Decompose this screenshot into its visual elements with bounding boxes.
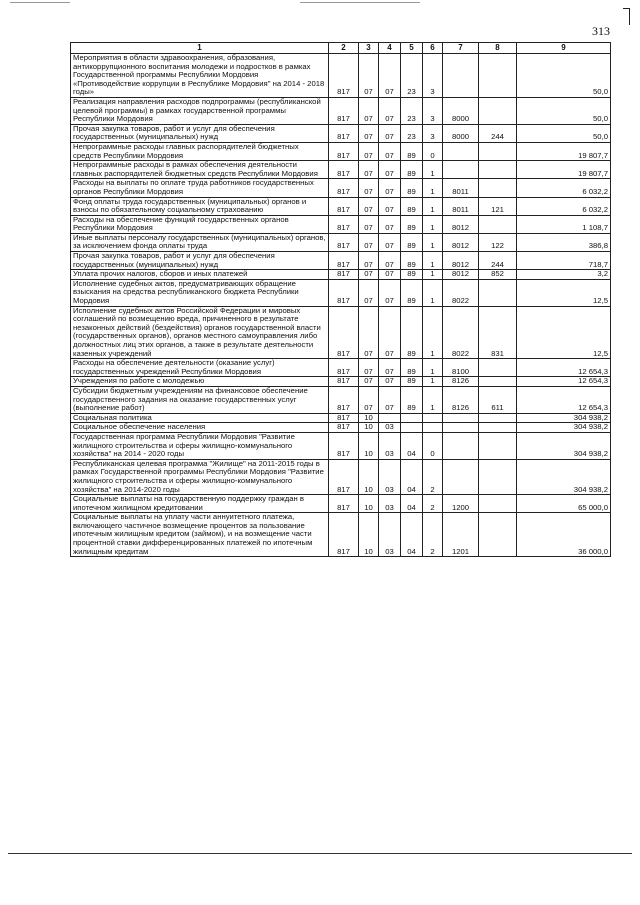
column-header: 2 — [329, 43, 359, 54]
expense-type-cell — [479, 161, 517, 179]
direction-code-cell: 8000 — [443, 97, 479, 124]
subprogram-code-cell — [423, 413, 443, 423]
row-name-cell: Социальные выплаты на уплату части аннуитетного платежа, включающего частичное возмещение процентов за пользование ипотечным жилищным кредитом (займом), и на возмещение части процентной ставки дифференцированных платежей по ипотечным жилищным кредитам — [71, 513, 329, 557]
row-name-cell: Расходы на обеспечение функций государственных органов Республики Мордовия — [71, 215, 329, 233]
expense-type-cell — [479, 359, 517, 377]
program-code-cell: 89 — [401, 161, 423, 179]
admin-code-cell: 817 — [329, 124, 359, 142]
program-code-cell: 04 — [401, 495, 423, 513]
section-code-cell: 07 — [359, 270, 379, 280]
subsection-code-cell: 07 — [379, 124, 401, 142]
admin-code-cell: 817 — [329, 359, 359, 377]
subprogram-code-cell: 1 — [423, 215, 443, 233]
admin-code-cell: 817 — [329, 306, 359, 359]
admin-code-cell: 817 — [329, 142, 359, 160]
subprogram-code-cell: 0 — [423, 432, 443, 459]
amount-cell: 6 032,2 — [517, 197, 611, 215]
section-code-cell: 07 — [359, 179, 379, 197]
amount-cell: 304 938,2 — [517, 413, 611, 423]
admin-code-cell: 817 — [329, 386, 359, 413]
direction-code-cell: 8012 — [443, 252, 479, 270]
expense-type-cell — [479, 215, 517, 233]
section-code-cell: 07 — [359, 386, 379, 413]
expense-type-cell — [479, 142, 517, 160]
subsection-code-cell: 07 — [379, 54, 401, 98]
subsection-code-cell: 03 — [379, 423, 401, 433]
subprogram-code-cell: 1 — [423, 306, 443, 359]
subsection-code-cell: 07 — [379, 97, 401, 124]
subsection-code-cell: 07 — [379, 252, 401, 270]
section-code-cell: 10 — [359, 423, 379, 433]
column-header: 5 — [401, 43, 423, 54]
amount-cell: 304 938,2 — [517, 459, 611, 494]
admin-code-cell: 817 — [329, 54, 359, 98]
admin-code-cell: 817 — [329, 270, 359, 280]
subsection-code-cell: 07 — [379, 359, 401, 377]
column-header: 7 — [443, 43, 479, 54]
row-name-cell: Мероприятия в области здравоохранения, образования, антикоррупционного воспитания молодежи и подростков в рамках Государственной программы Республики Мордовия «Противодействие коррупции в Республике Мордовия" на 2014 - 2018 годы» — [71, 54, 329, 98]
section-code-cell: 07 — [359, 233, 379, 251]
amount-cell: 12 654,3 — [517, 359, 611, 377]
row-name-cell: Непрограммные расходы главных распорядителей бюджетных средств Республики Мордовия — [71, 142, 329, 160]
section-code-cell: 07 — [359, 97, 379, 124]
section-code-cell: 07 — [359, 359, 379, 377]
admin-code-cell: 817 — [329, 513, 359, 557]
expense-type-cell: 611 — [479, 386, 517, 413]
section-code-cell: 07 — [359, 377, 379, 387]
table-row — [71, 197, 611, 215]
amount-cell: 1 108,7 — [517, 215, 611, 233]
table-row — [71, 432, 611, 459]
admin-code-cell: 817 — [329, 179, 359, 197]
direction-code-cell — [443, 432, 479, 459]
subprogram-code-cell: 1 — [423, 270, 443, 280]
subprogram-code-cell: 2 — [423, 459, 443, 494]
expense-type-cell — [479, 495, 517, 513]
row-name-cell: Учреждения по работе с молодежью — [71, 377, 329, 387]
row-name-cell: Иные выплаты персоналу государственных (муниципальных) органов, за исключением фонда оплаты труда — [71, 233, 329, 251]
row-name-cell: Прочая закупка товаров, работ и услуг для обеспечения государственных (муниципальных) нужд — [71, 124, 329, 142]
section-code-cell: 07 — [359, 252, 379, 270]
subsection-code-cell: 03 — [379, 495, 401, 513]
subsection-code-cell: 07 — [379, 279, 401, 306]
subsection-code-cell: 07 — [379, 270, 401, 280]
column-header: 1 — [71, 43, 329, 54]
admin-code-cell: 817 — [329, 377, 359, 387]
column-header: 8 — [479, 43, 517, 54]
admin-code-cell: 817 — [329, 161, 359, 179]
program-code-cell: 89 — [401, 377, 423, 387]
subprogram-code-cell — [423, 423, 443, 433]
table-row — [71, 513, 611, 557]
table-row — [71, 459, 611, 494]
subsection-code-cell: 07 — [379, 197, 401, 215]
direction-code-cell: 1201 — [443, 513, 479, 557]
section-code-cell: 10 — [359, 459, 379, 494]
program-code-cell: 89 — [401, 252, 423, 270]
amount-cell: 718,7 — [517, 252, 611, 270]
row-name-cell: Социальное обеспечение населения — [71, 423, 329, 433]
subsection-code-cell: 07 — [379, 161, 401, 179]
subsection-code-cell: 07 — [379, 215, 401, 233]
subprogram-code-cell: 1 — [423, 386, 443, 413]
direction-code-cell — [443, 54, 479, 98]
expense-type-cell — [479, 423, 517, 433]
row-name-cell: Уплата прочих налогов, сборов и иных платежей — [71, 270, 329, 280]
direction-code-cell: 1200 — [443, 495, 479, 513]
admin-code-cell: 817 — [329, 432, 359, 459]
amount-cell: 304 938,2 — [517, 423, 611, 433]
program-code-cell: 89 — [401, 197, 423, 215]
table-row — [71, 495, 611, 513]
bottom-rule — [8, 853, 632, 854]
page-number: 313 — [592, 24, 610, 38]
subsection-code-cell: 03 — [379, 513, 401, 557]
amount-cell: 386,8 — [517, 233, 611, 251]
program-code-cell: 89 — [401, 179, 423, 197]
amount-cell: 12,5 — [517, 279, 611, 306]
subprogram-code-cell: 1 — [423, 161, 443, 179]
direction-code-cell: 8126 — [443, 377, 479, 387]
subsection-code-cell: 07 — [379, 306, 401, 359]
amount-cell: 50,0 — [517, 54, 611, 98]
section-code-cell: 07 — [359, 142, 379, 160]
budget-table — [70, 42, 611, 557]
admin-code-cell: 817 — [329, 423, 359, 433]
direction-code-cell: 8012 — [443, 270, 479, 280]
section-code-cell: 07 — [359, 197, 379, 215]
section-code-cell: 07 — [359, 215, 379, 233]
column-header: 3 — [359, 43, 379, 54]
amount-cell: 65 000,0 — [517, 495, 611, 513]
direction-code-cell: 8011 — [443, 197, 479, 215]
column-header: 4 — [379, 43, 401, 54]
subprogram-code-cell: 1 — [423, 279, 443, 306]
direction-code-cell — [443, 423, 479, 433]
section-code-cell: 07 — [359, 279, 379, 306]
direction-code-cell: 8022 — [443, 306, 479, 359]
amount-cell: 6 032,2 — [517, 179, 611, 197]
subprogram-code-cell: 1 — [423, 233, 443, 251]
row-name-cell: Государственная программа Республики Мордовия "Развитие жилищного строительства и сферы жилищно-коммунального хозяйства" на 2014 - 2020 годы — [71, 432, 329, 459]
subprogram-code-cell: 1 — [423, 359, 443, 377]
subprogram-code-cell: 1 — [423, 252, 443, 270]
table-row — [71, 179, 611, 197]
row-name-cell: Расходы на обеспечение деятельности (оказание услуг) государственных учреждений Республики Мордовия — [71, 359, 329, 377]
scan-artifact — [300, 2, 420, 3]
program-code-cell: 04 — [401, 432, 423, 459]
admin-code-cell: 817 — [329, 413, 359, 423]
amount-cell: 50,0 — [517, 97, 611, 124]
row-name-cell: Социальные выплаты на государственную поддержку граждан в ипотечном жилищном кредитовании — [71, 495, 329, 513]
amount-cell: 3,2 — [517, 270, 611, 280]
subsection-code-cell: 07 — [379, 377, 401, 387]
section-code-cell: 10 — [359, 513, 379, 557]
direction-code-cell — [443, 459, 479, 494]
subsection-code-cell: 03 — [379, 459, 401, 494]
expense-type-cell — [479, 97, 517, 124]
admin-code-cell: 817 — [329, 233, 359, 251]
amount-cell: 12 654,3 — [517, 386, 611, 413]
table-row — [71, 142, 611, 160]
direction-code-cell: 8126 — [443, 386, 479, 413]
section-code-cell: 07 — [359, 124, 379, 142]
admin-code-cell: 817 — [329, 97, 359, 124]
direction-code-cell: 8012 — [443, 215, 479, 233]
program-code-cell: 89 — [401, 306, 423, 359]
program-code-cell: 89 — [401, 279, 423, 306]
expense-type-cell — [479, 513, 517, 557]
table-row — [71, 161, 611, 179]
program-code-cell: 89 — [401, 359, 423, 377]
expense-type-cell — [479, 377, 517, 387]
direction-code-cell: 8000 — [443, 124, 479, 142]
program-code-cell: 89 — [401, 270, 423, 280]
subsection-code-cell: 03 — [379, 432, 401, 459]
section-code-cell: 10 — [359, 432, 379, 459]
program-code-cell: 89 — [401, 215, 423, 233]
table-row — [71, 97, 611, 124]
admin-code-cell: 817 — [329, 197, 359, 215]
subprogram-code-cell: 0 — [423, 142, 443, 160]
row-name-cell: Исполнение судебных актов, предусматривающих обращение взыскания на средства республиканского бюджета Республики Мордовия — [71, 279, 329, 306]
amount-cell: 19 807,7 — [517, 161, 611, 179]
subprogram-code-cell: 3 — [423, 124, 443, 142]
direction-code-cell: 8012 — [443, 233, 479, 251]
expense-type-cell: 244 — [479, 124, 517, 142]
row-name-cell: Субсидии бюджетным учреждениям на финансовое обеспечение государственного задания на оказание государственных услуг (выполнение работ) — [71, 386, 329, 413]
expense-type-cell: 852 — [479, 270, 517, 280]
corner-mark — [623, 8, 630, 25]
expense-type-cell — [479, 459, 517, 494]
row-name-cell: Социальная политика — [71, 413, 329, 423]
table-row — [71, 359, 611, 377]
header-row — [71, 43, 611, 54]
expense-type-cell — [479, 413, 517, 423]
admin-code-cell: 817 — [329, 252, 359, 270]
row-name-cell: Непрограммные расходы в рамках обеспечения деятельности главных распорядителей бюджетных средств Республики Мордовия — [71, 161, 329, 179]
subsection-code-cell: 07 — [379, 386, 401, 413]
scan-artifact — [10, 2, 70, 3]
column-header: 9 — [517, 43, 611, 54]
expense-type-cell: 244 — [479, 252, 517, 270]
row-name-cell: Фонд оплаты труда государственных (муниципальных) органов и взносы по обязательному социальному страхованию — [71, 197, 329, 215]
amount-cell: 12 654,3 — [517, 377, 611, 387]
program-code-cell — [401, 413, 423, 423]
direction-code-cell: 8011 — [443, 179, 479, 197]
table-row — [71, 270, 611, 280]
amount-cell: 304 938,2 — [517, 432, 611, 459]
section-code-cell: 07 — [359, 161, 379, 179]
expense-type-cell — [479, 179, 517, 197]
direction-code-cell — [443, 142, 479, 160]
admin-code-cell: 817 — [329, 459, 359, 494]
program-code-cell — [401, 423, 423, 433]
subprogram-code-cell: 3 — [423, 54, 443, 98]
program-code-cell: 89 — [401, 386, 423, 413]
table-row — [71, 386, 611, 413]
table-row — [71, 215, 611, 233]
direction-code-cell — [443, 161, 479, 179]
subsection-code-cell: 07 — [379, 142, 401, 160]
section-code-cell: 07 — [359, 306, 379, 359]
direction-code-cell: 8022 — [443, 279, 479, 306]
expense-type-cell: 121 — [479, 197, 517, 215]
subsection-code-cell: 07 — [379, 179, 401, 197]
table-row — [71, 306, 611, 359]
amount-cell: 50,0 — [517, 124, 611, 142]
subprogram-code-cell: 3 — [423, 97, 443, 124]
program-code-cell: 23 — [401, 97, 423, 124]
row-name-cell: Прочая закупка товаров, работ и услуг для обеспечения государственных (муниципальных) нужд — [71, 252, 329, 270]
section-code-cell: 10 — [359, 495, 379, 513]
amount-cell: 12,5 — [517, 306, 611, 359]
section-code-cell: 10 — [359, 413, 379, 423]
subprogram-code-cell: 1 — [423, 179, 443, 197]
expense-type-cell — [479, 432, 517, 459]
amount-cell: 19 807,7 — [517, 142, 611, 160]
table-row — [71, 423, 611, 433]
program-code-cell: 04 — [401, 459, 423, 494]
subprogram-code-cell: 1 — [423, 377, 443, 387]
table-row — [71, 124, 611, 142]
table-row — [71, 233, 611, 251]
column-header: 6 — [423, 43, 443, 54]
row-name-cell: Исполнение судебных актов Российской Федерации и мировых соглашений по возмещению вреда, причиненного в результате незаконных действий (бездействия) органов государственной власти (государственных органов), органов местного самоуправления либо должностных лиц этих органов, а также в результате деятельности казенных учреждений — [71, 306, 329, 359]
row-name-cell: Расходы на выплаты по оплате труда работников государственных органов Республики Мордовия — [71, 179, 329, 197]
admin-code-cell: 817 — [329, 215, 359, 233]
section-code-cell: 07 — [359, 54, 379, 98]
amount-cell: 36 000,0 — [517, 513, 611, 557]
program-code-cell: 23 — [401, 124, 423, 142]
direction-code-cell: 8100 — [443, 359, 479, 377]
row-name-cell: Республиканская целевая программа "Жилище" на 2011-2015 годы в рамках Государственной программы Республики Мордовия "Развитие жилищного строительства и сферы жилищно-коммунального хозяйства" на 2014-2020 годы — [71, 459, 329, 494]
table-row — [71, 252, 611, 270]
expense-type-cell — [479, 279, 517, 306]
expense-type-cell: 831 — [479, 306, 517, 359]
table-row — [71, 279, 611, 306]
table-row — [71, 54, 611, 98]
expense-type-cell: 122 — [479, 233, 517, 251]
program-code-cell: 89 — [401, 142, 423, 160]
program-code-cell: 23 — [401, 54, 423, 98]
direction-code-cell — [443, 413, 479, 423]
expense-type-cell — [479, 54, 517, 98]
subprogram-code-cell: 2 — [423, 495, 443, 513]
row-name-cell: Реализация направления расходов подпрограммы (республиканской целевой программы) в рамках государственной программы Республики Мордовия — [71, 97, 329, 124]
table-body — [71, 54, 611, 557]
subsection-code-cell: 07 — [379, 233, 401, 251]
subprogram-code-cell: 2 — [423, 513, 443, 557]
admin-code-cell: 817 — [329, 495, 359, 513]
subprogram-code-cell: 1 — [423, 197, 443, 215]
program-code-cell: 89 — [401, 233, 423, 251]
admin-code-cell: 817 — [329, 279, 359, 306]
program-code-cell: 04 — [401, 513, 423, 557]
